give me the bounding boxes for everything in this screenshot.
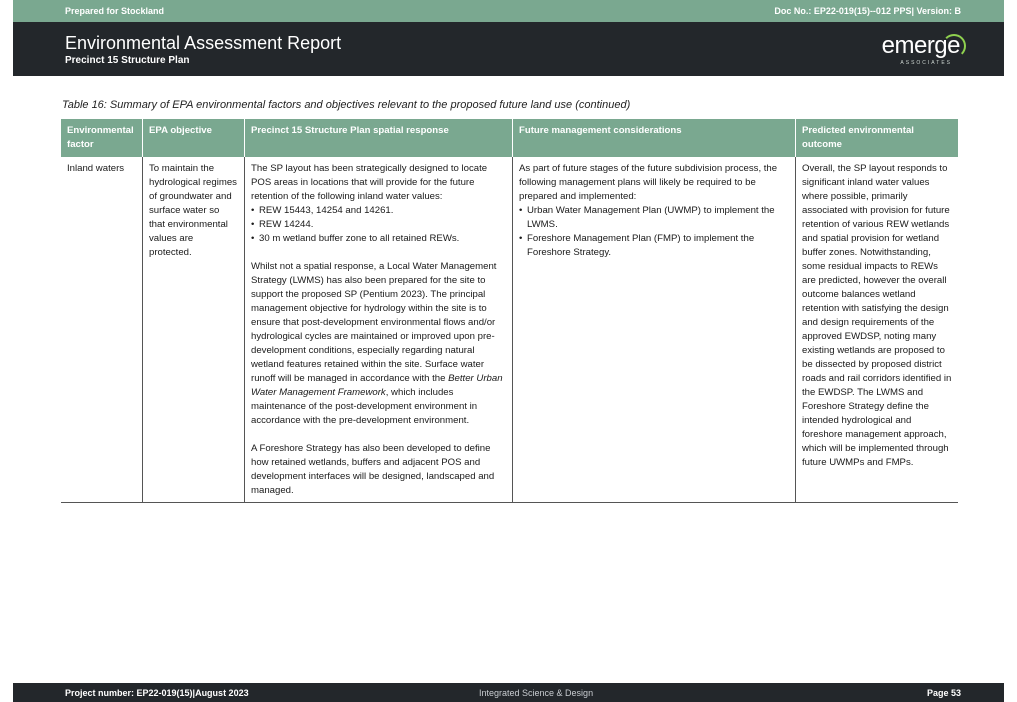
project-number: Project number: EP22-019(15)|August 2023 — [65, 688, 249, 698]
header-environmental-factor: Environmental factor — [61, 119, 143, 157]
header-epa-objective: EPA objective — [143, 119, 245, 157]
report-title: Environmental Assessment Report — [65, 33, 342, 53]
lwms-text-a: Whilst not a spatial response, a Local Water Management Strategy (LWMS) has also been prepared for the site to support the proposed SP (Pentium 2023). The principal management objective for hydrology within the site is to ensure that post-development environmental flows and/or hydrological cycles are maintained or improved upon pre-development conditions, especially regarding natural wetland features retained within the site. Surface water runoff will be managed in accordance with the — [251, 261, 497, 384]
list-item: • Foreshore Management Plan (FMP) to implement the Foreshore Strategy. — [519, 232, 789, 260]
spatial-bullet-list — [251, 204, 506, 246]
table-row — [61, 157, 958, 503]
spatial-intro: The SP layout has been strategically designed to locate POS areas in locations that will provide for the future retention of the following inland water values: — [251, 163, 488, 202]
cell-predicted-outcome: Overall, the SP layout responds to significant inland water values where possible, primarily associated with provision for future retention of various REW wetlands and spatial provision for wetland buffer zones. Notwithstanding, some residual impacts to REWs are predicted, however the overall outcome balances wetland retention with satisfying the design and design requirements of the approved EWDSP, noting many existing wetlands are proposed to be dissected by proposed district roads and rail corridors identified in the EWDSP. The LWMS and Foreshore Strategy define the intended hydrological and foreshore management approach, which will be implemented through future UWMPs and FMPs. — [796, 157, 959, 503]
list-item: • REW 14244. — [251, 218, 506, 232]
report-header — [13, 22, 1004, 76]
list-item: • REW 15443, 14254 and 14261. — [251, 204, 506, 218]
logo-tagline: ASSOCIATES — [900, 60, 952, 66]
emerge-logo — [876, 32, 966, 70]
epa-factors-table — [61, 119, 958, 503]
future-intro: As part of future stages of the future subdivision process, the following management plans will likely be required to be prepared and implemented: — [519, 163, 778, 202]
document-number: Doc No.: EP22-019(15)--012 PPS| Version: B — [774, 6, 961, 16]
list-item: • 30 m wetland buffer zone to all retained REWs. — [251, 232, 506, 246]
table-caption: Table 16: Summary of EPA environmental factors and objectives relevant to the proposed future land use (continued) — [62, 99, 631, 111]
header-predicted-outcome: Predicted environmental outcome — [796, 119, 959, 157]
prepared-for-label: Prepared for Stockland — [65, 6, 165, 16]
logo-wordmark: emerge — [881, 32, 960, 59]
lwms-text-b: , which includes maintenance of the post-development environment in accordance with the pre-development environment. — [251, 387, 478, 426]
header-future-management: Future management considerations — [513, 119, 796, 157]
cell-objective: To maintain the hydrological regimes of groundwater and surface water so that environmental values are protected. — [143, 157, 245, 503]
cell-spatial-response — [245, 157, 513, 503]
cell-future-management — [513, 157, 796, 503]
top-banner — [13, 0, 1004, 22]
list-item: • Urban Water Management Plan (UWMP) to implement the LWMS. — [519, 204, 789, 232]
page-number: Page 53 — [926, 688, 961, 698]
spatial-foreshore-paragraph: A Foreshore Strategy has also been developed to define how retained wetlands, buffers and adjacent POS and development interfaces will be designed, landscaped and managed. — [251, 443, 495, 496]
header-spatial-response: Precinct 15 Structure Plan spatial response — [245, 119, 513, 157]
cell-factor: Inland waters — [61, 157, 143, 503]
table-header-row — [61, 119, 958, 157]
framework-title: Better Urban Water Management Framework — [251, 373, 503, 398]
footer-tagline: Integrated Science & Design — [479, 688, 594, 698]
report-subtitle: Precinct 15 Structure Plan — [65, 55, 190, 66]
future-bullet-list — [519, 204, 789, 260]
page-footer — [13, 683, 1004, 702]
logo-swoosh-icon — [942, 34, 966, 58]
spatial-lwms-paragraph — [251, 260, 506, 428]
